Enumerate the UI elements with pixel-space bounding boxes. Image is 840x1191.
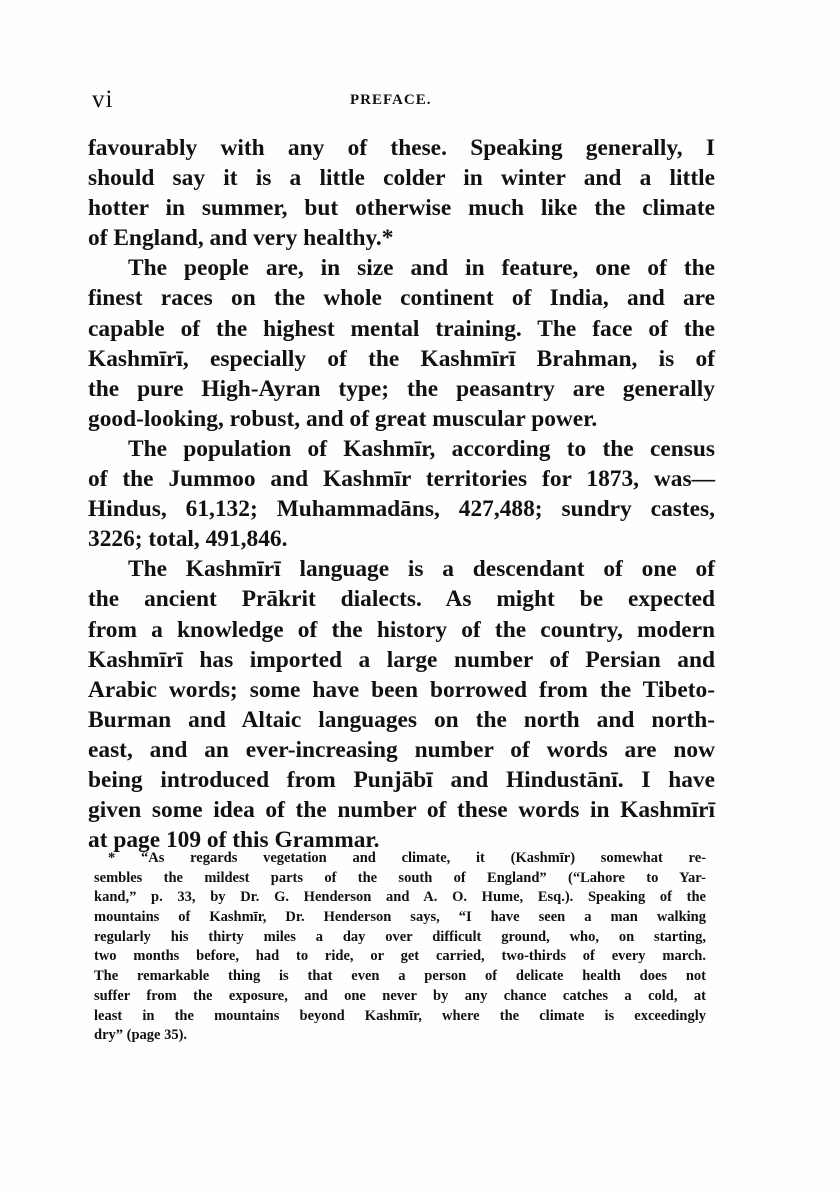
footnote-line: two months before, had to ride, or get carried, two-thirds of every march. <box>94 948 706 965</box>
body-text <box>88 133 715 855</box>
footnote-line: mountains of Kashmīr, Dr. Henderson says, “I have seen a man walking <box>94 909 706 926</box>
body-line: The Kashmīrī language is a descendant of one of <box>128 556 715 583</box>
footnote-line: regularly his thirty miles a day over difficult ground, who, on starting, <box>94 928 706 945</box>
body-line: favourably with any of these. Speaking generally, I <box>88 135 715 161</box>
footnote-line: dry” (page 35). <box>94 1027 188 1044</box>
body-line: The population of Kashmīr, according to the census <box>128 435 715 462</box>
body-line: Kashmīrī has imported a large number of Persian and <box>88 646 715 673</box>
page-number: vi <box>92 86 114 113</box>
body-line: Arabic words; some have been borrowed from the Tibeto- <box>88 676 715 703</box>
body-line: should say it is a little colder in winter and a little <box>88 165 715 192</box>
footnote-line: suffer from the exposure, and one never by any chance catches a cold, at <box>94 987 706 1004</box>
body-line: from a knowledge of the history of the country, modern <box>88 616 715 643</box>
body-line: finest races on the whole continent of India, and are <box>88 285 715 312</box>
body-line: given some idea of the number of these words in Kashmīrī <box>88 797 715 824</box>
body-line: of England, and very healthy.* <box>88 225 394 252</box>
body-line: of the Jummoo and Kashmīr territories for 1873, was— <box>88 466 715 493</box>
body-line: at page 109 of this Grammar. <box>88 827 380 854</box>
footnote <box>94 849 706 1046</box>
running-title: PREFACE. <box>350 92 432 108</box>
page-header <box>92 86 712 116</box>
body-line: the ancient Prākrit dialects. As might be expected <box>88 586 715 613</box>
footnote-line: * “As regards vegetation and climate, it (Kashmīr) somewhat re- <box>108 850 706 866</box>
body-line: The people are, in size and in feature, one of the <box>128 255 715 282</box>
body-line: Burman and Altaic languages on the north and north- <box>88 706 715 733</box>
body-line: east, and an ever-increasing number of words are now <box>88 736 715 763</box>
body-line: Kashmīrī, especially of the Kashmīrī Brahman, is of <box>88 345 715 372</box>
body-line: good-looking, robust, and of great muscular power. <box>88 405 598 432</box>
body-line: Hindus, 61,132; Muhammadāns, 427,488; sundry castes, <box>88 496 715 523</box>
body-line: hotter in summer, but otherwise much like the climate <box>88 195 715 222</box>
footnote-line: The remarkable thing is that even a person of delicate health does not <box>94 968 706 985</box>
body-line: capable of the highest mental training. The face of the <box>88 315 715 342</box>
body-line: the pure High-Ayran type; the peasantry are generally <box>88 375 715 402</box>
footnote-line: least in the mountains beyond Kashmīr, where the climate is exceedingly <box>94 1007 706 1024</box>
footnote-line: kand,” p. 33, by Dr. G. Henderson and A. O. Hume, Esq.). Speaking of the <box>94 889 706 906</box>
body-line: being introduced from Punjābī and Hindustānī. I have <box>88 766 715 793</box>
body-line: 3226; total, 491,846. <box>88 526 288 553</box>
footnote-line: sembles the mildest parts of the south of England” (“Lahore to Yar- <box>94 869 706 886</box>
